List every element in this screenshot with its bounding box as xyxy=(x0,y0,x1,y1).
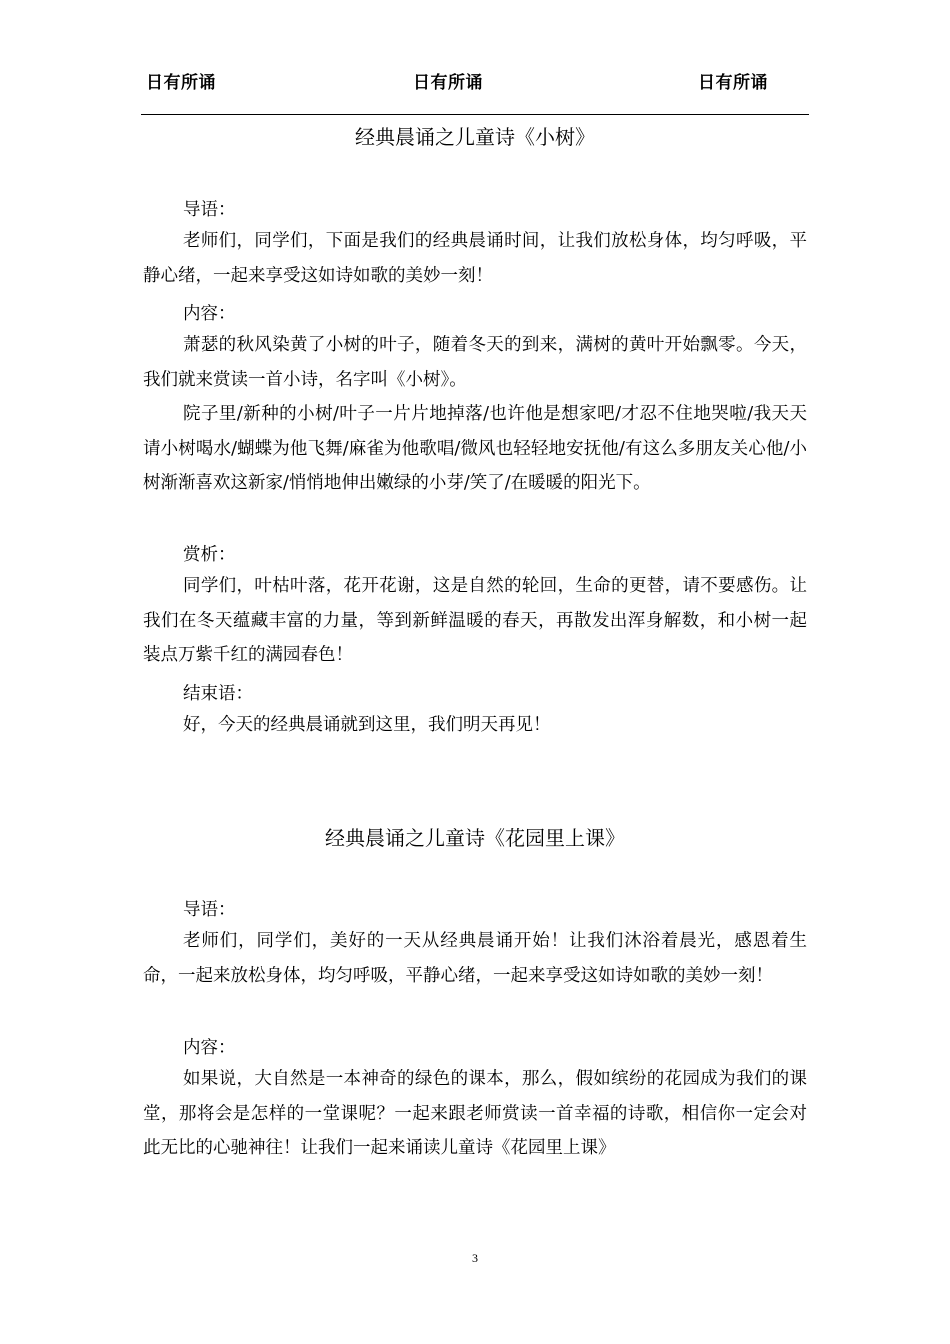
section1-intro-label: 导语： xyxy=(183,200,236,220)
page-number: 3 xyxy=(472,1251,478,1265)
section2-intro-text: 老师们，同学们，美好的一天从经典晨诵开始！让我们沐浴着晨光，感恩着生命，一起来放松身体，均匀呼吸，平静心绪，一起来享受这如诗如歌的美妙一刻！ xyxy=(143,931,807,986)
section1-closing-text: 好，今天的经典晨诵就到这里，我们明天再见！ xyxy=(183,715,551,735)
header-text-right: 日有所诵 xyxy=(698,73,768,93)
section1-content-text: 萧瑟的秋风染黄了小树的叶子，随着冬天的到来，满树的黄叶开始飘零。今天，我们就来赏读一首小诗，名字叫《小树》。 xyxy=(143,335,807,390)
header-divider xyxy=(141,114,809,115)
section2-content-text: 如果说，大自然是一本神奇的绿色的课本，那么，假如缤纷的花园成为我们的课堂，那将会是怎样的一堂课呢？一起来跟老师赏读一首幸福的诗歌，相信你一定会对此无比的心驰神往！让我们一起来诵读儿童诗《花园里上课》 xyxy=(143,1069,807,1158)
header-text-left: 日有所诵 xyxy=(146,73,216,93)
section2-content-label: 内容： xyxy=(183,1038,236,1058)
section1-appreciation-label: 赏析： xyxy=(183,545,236,565)
section2-title: 经典晨诵之儿童诗《花园里上课》 xyxy=(325,826,625,850)
section1-poem-text: 院子里/新种的小树/叶子一片片地掉落/也许他是想家吧/才忍不住地哭啦/我天天请小树喝水/蝴蝶为他飞舞/麻雀为他歌唱/微风也轻轻地安抚他/有这么多朋友关心他/小树渐渐喜欢这新家/悄悄地伸出嫩绿的小芽/笑了/在暖暖的阳光下。 xyxy=(143,404,807,493)
section1-title: 经典晨诵之儿童诗《小树》 xyxy=(355,125,595,149)
section1-content-label: 内容： xyxy=(183,304,236,324)
page-header xyxy=(141,68,809,94)
header-text-center: 日有所诵 xyxy=(413,73,483,93)
section1-appreciation-text: 同学们，叶枯叶落，花开花谢，这是自然的轮回，生命的更替，请不要感伤。让我们在冬天蕴藏丰富的力量，等到新鲜温暖的春天，再散发出浑身解数，和小树一起装点万紫千红的满园春色！ xyxy=(143,576,807,665)
section1-closing-label: 结束语： xyxy=(183,684,253,704)
section2-intro-label: 导语： xyxy=(183,900,236,920)
section1-intro-text: 老师们，同学们，下面是我们的经典晨诵时间，让我们放松身体，均匀呼吸，平静心绪，一起来享受这如诗如歌的美妙一刻！ xyxy=(143,231,807,286)
